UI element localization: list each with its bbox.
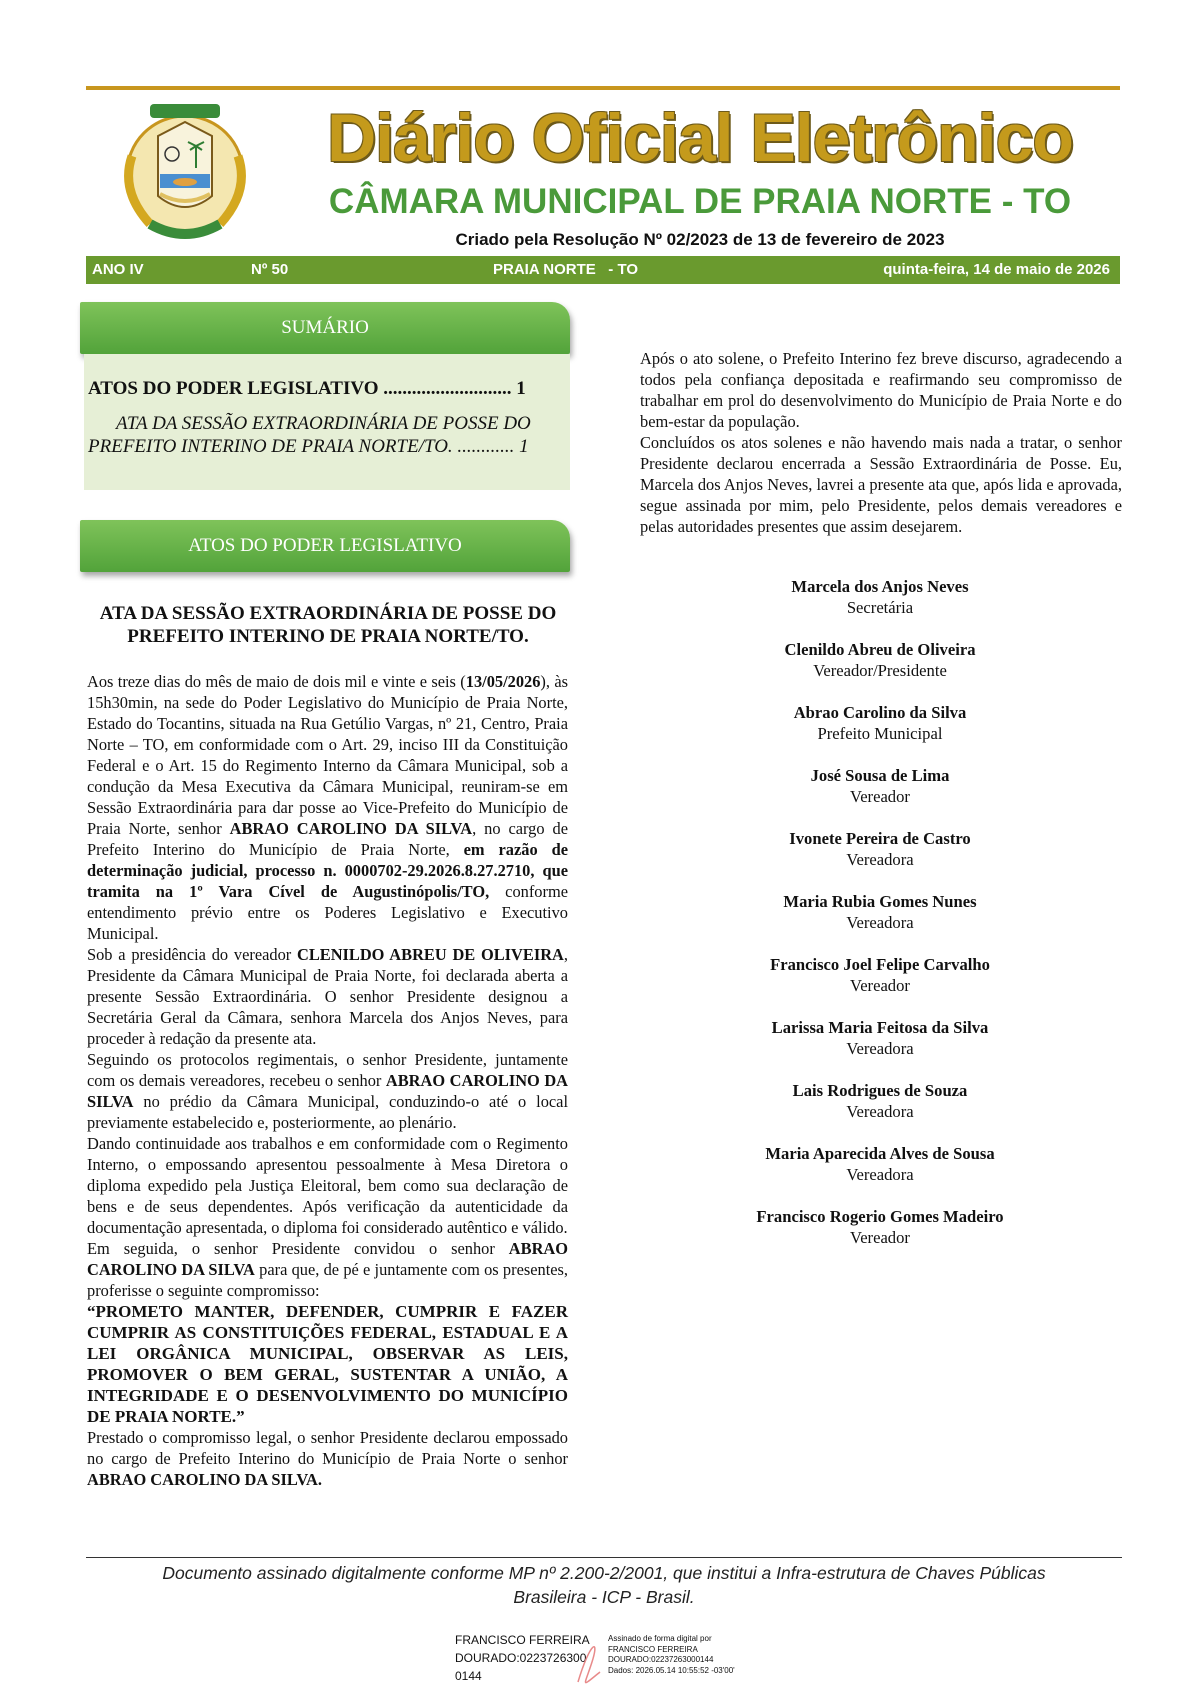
creation-resolution: Criado pela Resolução Nº 02/2023 de 13 de fevereiro de 2023 xyxy=(455,230,945,249)
edition-info-bar xyxy=(86,256,1120,284)
ata-title: ATA DA SESSÃO EXTRAORDINÁRIA DE POSSE DO PREFEITO INTERINO DE PRAIA NORTE/TO. xyxy=(99,603,557,647)
section-heading: ATOS DO PODER LEGISLATIVO xyxy=(80,520,570,572)
signature-list xyxy=(700,576,1060,1269)
summary-entry-ata: ATA DA SESSÃO EXTRAORDINÁRIA DE POSSE DO PREFEITO INTERINO DE PRAIA NORTE/TO. ............ 1 xyxy=(88,413,531,457)
signature-block: Maria Aparecida Alves de Sousa Vereadora xyxy=(765,1144,995,1184)
paragraph: Prestado o compromisso legal, o senhor Presidente declarou empossado no cargo de Prefeito Interino do Município de Praia Norte o senhor ABRAO CAROLINO DA SILVA. xyxy=(87,1428,568,1489)
signature-block: José Sousa de Lima Vereador xyxy=(810,766,950,806)
digital-signature-stamp: Assinado de forma digital por FRANCISCO FERREIRA DOURADO:02237263000144 Dados: 2026.05.14 10:55:52 -03'00' xyxy=(608,1634,735,1675)
signature-block: Marcela dos Anjos Neves Secretária xyxy=(791,577,969,617)
signature-block: Francisco Rogerio Gomes Madeiro Vereador xyxy=(756,1207,1004,1247)
paragraph: Concluídos os atos solenes e não havendo mais nada a tratar, o senhor Presidente declarou encerrada a Sessão Extraordinária de Posse. Eu, Marcela dos Anjos Neves, lavrei a presente ata que, após lida e aprovada, segue assinada por mim, pelo Presidente, pelos demais vereadores e pelas autoridades presentes que assim desejarem. xyxy=(640,433,1122,536)
newspaper-title: Diário Oficial Eletrônico xyxy=(327,100,1073,176)
footer-rule xyxy=(86,1557,1122,1558)
masthead-top-rule xyxy=(86,86,1120,90)
signature-block: Ivonete Pereira de Castro Vereadora xyxy=(789,829,971,869)
municipal-seal-logo xyxy=(110,96,260,246)
signer-identity: FRANCISCO FERREIRA DOURADO:0223726300 0144 xyxy=(455,1633,590,1683)
edition-number: Nº 50 xyxy=(251,261,289,278)
ata-body-right-column xyxy=(640,348,1122,537)
oath-text: “PROMETO MANTER, DEFENDER, CUMPRIR E FAZER CUMPRIR AS CONSTITUIÇÕES FEDERAL, ESTADUAL E A LEI ORGÂNICA MUNICIPAL, OBSERVAR AS LEIS, PROMOVER O BEM GERAL, SUSTENTAR A UNIÃO, A INTEGRIDADE E O DESENVOLVIMENTO DO MUNICÍPIO DE PRAIA NORTE.” xyxy=(87,1302,568,1426)
edition-year: ANO IV xyxy=(92,261,144,278)
summary-entry-legislative: ATOS DO PODER LEGISLATIVO ........................... 1 xyxy=(88,378,526,399)
signature-block: Francisco Joel Felipe Carvalho Vereador xyxy=(770,955,990,995)
signature-block: Abrao Carolino da Silva Prefeito Municipal xyxy=(793,703,967,743)
paragraph: Em seguida, o senhor Presidente convidou o senhor ABRAO CAROLINO DA SILVA para que, de pé e juntamente com os presentes, proferisse o seguinte compromisso: xyxy=(87,1239,568,1300)
signature-block: Lais Rodrigues de Souza Vereadora xyxy=(792,1081,968,1121)
paragraph: Dando continuidade aos trabalhos e em conformidade com o Regimento Interno, o empossando apresentou pessoalmente à Mesa Diretora o diploma expedido pela Justiça Eleitoral, bem como sua declaração de bens e de seus dependentes. Após verificação da autenticidade da documentação apresentada, o diploma foi considerado autêntico e válido. xyxy=(87,1134,568,1237)
signature-block: Larissa Maria Feitosa da Silva Vereadora xyxy=(771,1018,989,1058)
edition-date: quinta-feira, 14 de maio de 2026 xyxy=(883,261,1110,278)
signature-block: Clenildo Abreu de Oliveira Vereador/Presidente xyxy=(784,640,976,680)
chamber-name: CÂMARA MUNICIPAL DE PRAIA NORTE - TO xyxy=(328,182,1072,221)
signature-block: Maria Rubia Gomes Nunes Vereadora xyxy=(783,892,977,932)
summary-heading: SUMÁRIO xyxy=(80,302,570,354)
digital-signature-notice: Documento assinado digitalmente conforme MP nº 2.200-2/2001, que institui a Infra-estrutura de Chaves Públicas Brasileira - ICP - Brasil. xyxy=(162,1563,1046,1607)
paragraph: Sob a presidência do vereador CLENILDO ABREU DE OLIVEIRA, Presidente da Câmara Municipal de Praia Norte, foi declarada aberta a presente Sessão Extraordinária. O senhor Presidente designou a Secretária Geral da Câmara, senhora Marcela dos Anjos Neves, para proceder à redação da presente ata. xyxy=(87,945,568,1048)
paragraph: Após o ato solene, o Prefeito Interino fez breve discurso, agradecendo a todos pela confiança depositada e reafirmando seu compromisso de trabalhar em prol do desenvolvimento do Município de Praia Norte e do bem-estar da população. xyxy=(640,349,1122,431)
ata-body-left-column xyxy=(87,671,568,1490)
paragraph: Seguindo os protocolos regimentais, o senhor Presidente, juntamente com os demais vereadores, recebeu o senhor ABRAO CAROLINO DA SILVA no prédio da Câmara Municipal, conduzindo-o até o local previamente estabelecido e, posteriormente, ao plenário. xyxy=(87,1050,569,1132)
edition-city: PRAIA NORTE - TO xyxy=(493,261,639,278)
paragraph: Aos treze dias do mês de maio de dois mil e vinte e seis (13/05/2026), às 15h30min, na sede do Poder Legislativo do Município de Praia Norte, Estado do Tocantins, situada na Rua Getúlio Vargas, nº 21, Centro, Praia Norte – TO, em conformidade com o Art. 29, inciso III da Constituição Federal e o Art. 15 do Regimento Interno da Câmara Municipal, sob a condução da Mesa Executiva da Câmara Municipal, reuniram-se em Sessão Extraordinária para dar posse ao Vice-Prefeito do Município de Praia Norte, senhor ABRAO CAROLINO DA SILVA, no cargo de Prefeito Interino do Município de Praia Norte, em razão de determinação judicial, processo n. 0000702-29.2026.8.27.2710, que tramita na 1º Vara Cível de Augustinópolis/TO, conforme entendimento prévio entre os Poderes Legislativo e Executivo Municipal. xyxy=(87,672,569,943)
